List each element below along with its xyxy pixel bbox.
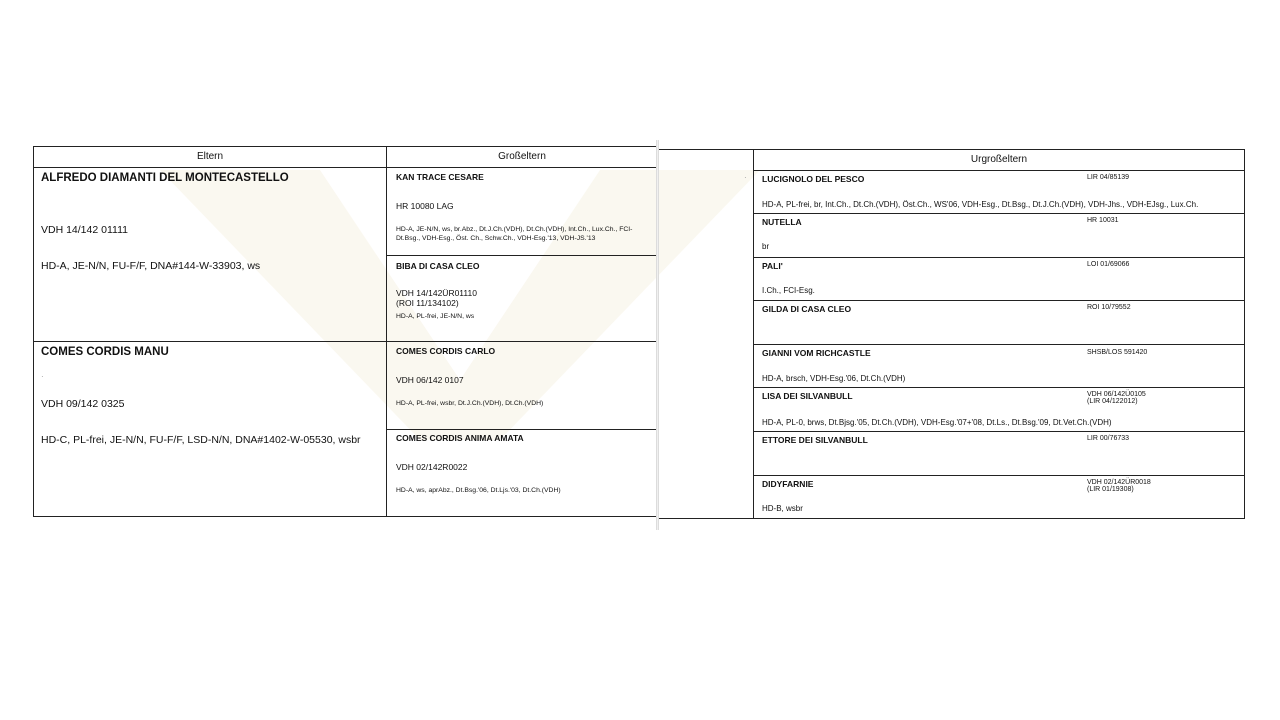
pedigree-sheet: Eltern Großeltern ALFREDO DIAMANTI DEL MONTECASTELLO VDH 14/142 01111 HD-A, JE-N/N, FU-F/F, DNA#144-W-33903, ws COMES CORDIS MANU · VDH 09/142 0325 HD-C, PL-frei, JE-N/N, FU-F/F, LSD-N/N, DNA#1402-W-05530, wsbr KAN TRACE CESARE HR 10080 LAG HD-A, JE-N/N, ws, br.Abz., Dt.J.Ch.(VDH), Dt.Ch.(VDH), Int.Ch., Lux.Ch., FCI-Dt.Bsg., VDH-Esg., Öst. Ch., Schw.Ch., VDH-Esg.'13, VDH-JS.'13 BIBA DI CASA CLEO VDH 14/142ÜR01110 (ROI 11/134102) HD-A, PL-frei, JE-N/N, ws COMES CORDIS CARLO VDH 06/142 0107 HD-A, PL-frei, wsbr, Dt.J.Ch.(VDH), Dt.Ch.(VDH) COMES CORDIS ANIMA AMATA VDH 02/142R0022 HD-A, ws, aprAbz., Dt.Bsg.'06, Dt.Ljs.'03, Dt.Ch.(VDH) Urgroßeltern · LUCIGNOLO DEL PESCO LIR 04/85139 HD-A, PL-frei, br, Int.Ch., Dt.Ch.(VDH), Öst.Ch., WS'06, VDH-Esg., Dt.Bsg., Dt.J.Ch.(VDH), VDH-Jhs., VDH-EJsg., Lux.Ch. NUTELLA HR 10031 br PALI' LOI 01/69066 I.Ch., FCI-Esg. GILDA DI CASA CLEO ROI 10/79552 GIANNI VOM RICHCASTLE SHSB/LOS 591420 HD-A, brsch, VDH-Esg.'06, Dt.Ch.(VDH) LISA DEI SILVANBULL VDH 06/142Ü0105 (LIR 04/122012) HD-A, PL-0, brws, Dt.Bjsg.'05, Dt.Ch.(VDH), VDH-Esg.'07+'08, Dt.Ls., Dt.Bsg.'09, Dt.Vet.Ch.(VDH) ETTORE DEI SILVANBULL LIR 00/76733 DIDYFARNIE VDH 02/142ÜR0018 (LIR 01/19308) HD-B, wsbr <box>0 0 1280 720</box>
great-grandparent-7-reg: LIR 00/76733 <box>1087 435 1130 442</box>
great-grandparent-7-name: ETTORE DEI SILVANBULL <box>762 435 868 445</box>
great-grandparent-3-name: PALI' <box>762 261 783 271</box>
grandparent-1-reg: HR 10080 LAG <box>396 201 454 211</box>
grandparent-4-reg: VDH 02/142R0022 <box>396 462 468 472</box>
parent-dam-name: COMES CORDIS MANU <box>41 346 169 358</box>
grandparent-2-reg: VDH 14/142ÜR01110 <box>396 288 477 298</box>
parent-dam-reg: VDH 09/142 0325 <box>41 398 125 410</box>
great-grandparent-8-titles: HD-B, wsbr <box>762 504 803 513</box>
header-grandparents: Großeltern <box>387 147 657 168</box>
great-grandparent-3-titles: I.Ch., FCI-Esg. <box>762 286 815 295</box>
parent-sire-name: ALFREDO DIAMANTI DEL MONTECASTELLO <box>41 172 289 184</box>
left-table <box>33 146 658 517</box>
great-grandparent-6-titles: HD-A, PL-0, brws, Dt.Bjsg.'05, Dt.Ch.(VDH), VDH-Esg.'07+'08, Dt.Ls., Dt.Bsg.'09, Dt.Vet.Ch.(VDH) <box>762 418 1112 427</box>
great-grandparent-4-name: GILDA DI CASA CLEO <box>762 304 852 314</box>
great-grandparent-8-reg: VDH 02/142ÜR0018 <box>1087 479 1151 486</box>
great-grandparent-1-name: LUCIGNOLO DEL PESCO <box>762 174 865 184</box>
grandparent-2-reg-alt: (ROI 11/134102) <box>396 298 459 308</box>
great-grandparent-5-titles: HD-A, brsch, VDH-Esg.'06, Dt.Ch.(VDH) <box>762 374 906 383</box>
parent-sire-health: HD-A, JE-N/N, FU-F/F, DNA#144-W-33903, ws <box>41 260 261 272</box>
great-grandparent-5-name: GIANNI VOM RICHCASTLE <box>762 348 871 358</box>
great-grandparent-2-reg: HR 10031 <box>1087 217 1119 224</box>
parent-dam-health: HD-C, PL-frei, JE-N/N, FU-F/F, LSD-N/N, DNA#1402-W-05530, wsbr <box>41 434 361 446</box>
great-grandparent-2-titles: br <box>762 242 770 251</box>
great-grandparent-6-reg: VDH 06/142Ü0105 <box>1087 391 1146 398</box>
great-grandparent-6-reg-alt: (LIR 04/122012) <box>1087 398 1138 405</box>
grandparent-4-name: COMES CORDIS ANIMA AMATA <box>396 433 524 443</box>
great-grandparent-6-name: LISA DEI SILVANBULL <box>762 391 853 401</box>
great-grandparent-1-titles: HD-A, PL-frei, br, Int.Ch., Dt.Ch.(VDH), Öst.Ch., WS'06, VDH-Esg., Dt.Bsg., Dt.J.Ch.(VDH), VDH-Jhs., VDH-EJsg., Lux.Ch. <box>762 200 1199 209</box>
great-grandparent-5-reg: SHSB/LOS 591420 <box>1087 349 1148 356</box>
grandparent-4-titles: HD-A, ws, aprAbz., Dt.Bsg.'06, Dt.Ljs.'03, Dt.Ch.(VDH) <box>396 487 561 494</box>
header-great-grandparents: Urgroßeltern <box>754 150 1244 171</box>
great-grandparent-4-reg: ROI 10/79552 <box>1087 304 1131 311</box>
great-grandparent-8-reg-alt: (LIR 01/19308) <box>1087 486 1134 493</box>
grandparent-3-name: COMES CORDIS CARLO <box>396 346 496 356</box>
header-parents: Eltern <box>34 147 386 168</box>
great-grandparent-1-reg: LIR 04/85139 <box>1087 174 1130 181</box>
grandparent-2-titles: HD-A, PL-frei, JE-N/N, ws <box>396 313 475 320</box>
grandparent-2-name: BIBA DI CASA CLEO <box>396 261 480 271</box>
great-grandparent-3-reg: LOI 01/69066 <box>1087 261 1130 268</box>
grandparent-1-name: KAN TRACE CESARE <box>396 172 484 182</box>
grandparent-3-titles: HD-A, PL-frei, wsbr, Dt.J.Ch.(VDH), Dt.Ch.(VDH) <box>396 400 544 407</box>
grandparent-1-titles: HD-A, JE-N/N, ws, br.Abz., Dt.J.Ch.(VDH), Dt.Ch.(VDH), Int.Ch., Lux.Ch., FCI-Dt.Bsg., VDH-Esg., Öst. Ch., Schw.Ch., VDH-Esg.'13, VDH-JS.'13 <box>396 226 633 242</box>
great-grandparent-8-name: DIDYFARNIE <box>762 479 814 489</box>
parent-sire-reg: VDH 14/142 01111 <box>41 224 128 236</box>
great-grandparent-2-name: NUTELLA <box>762 217 802 227</box>
grandparent-3-reg: VDH 06/142 0107 <box>396 375 464 385</box>
